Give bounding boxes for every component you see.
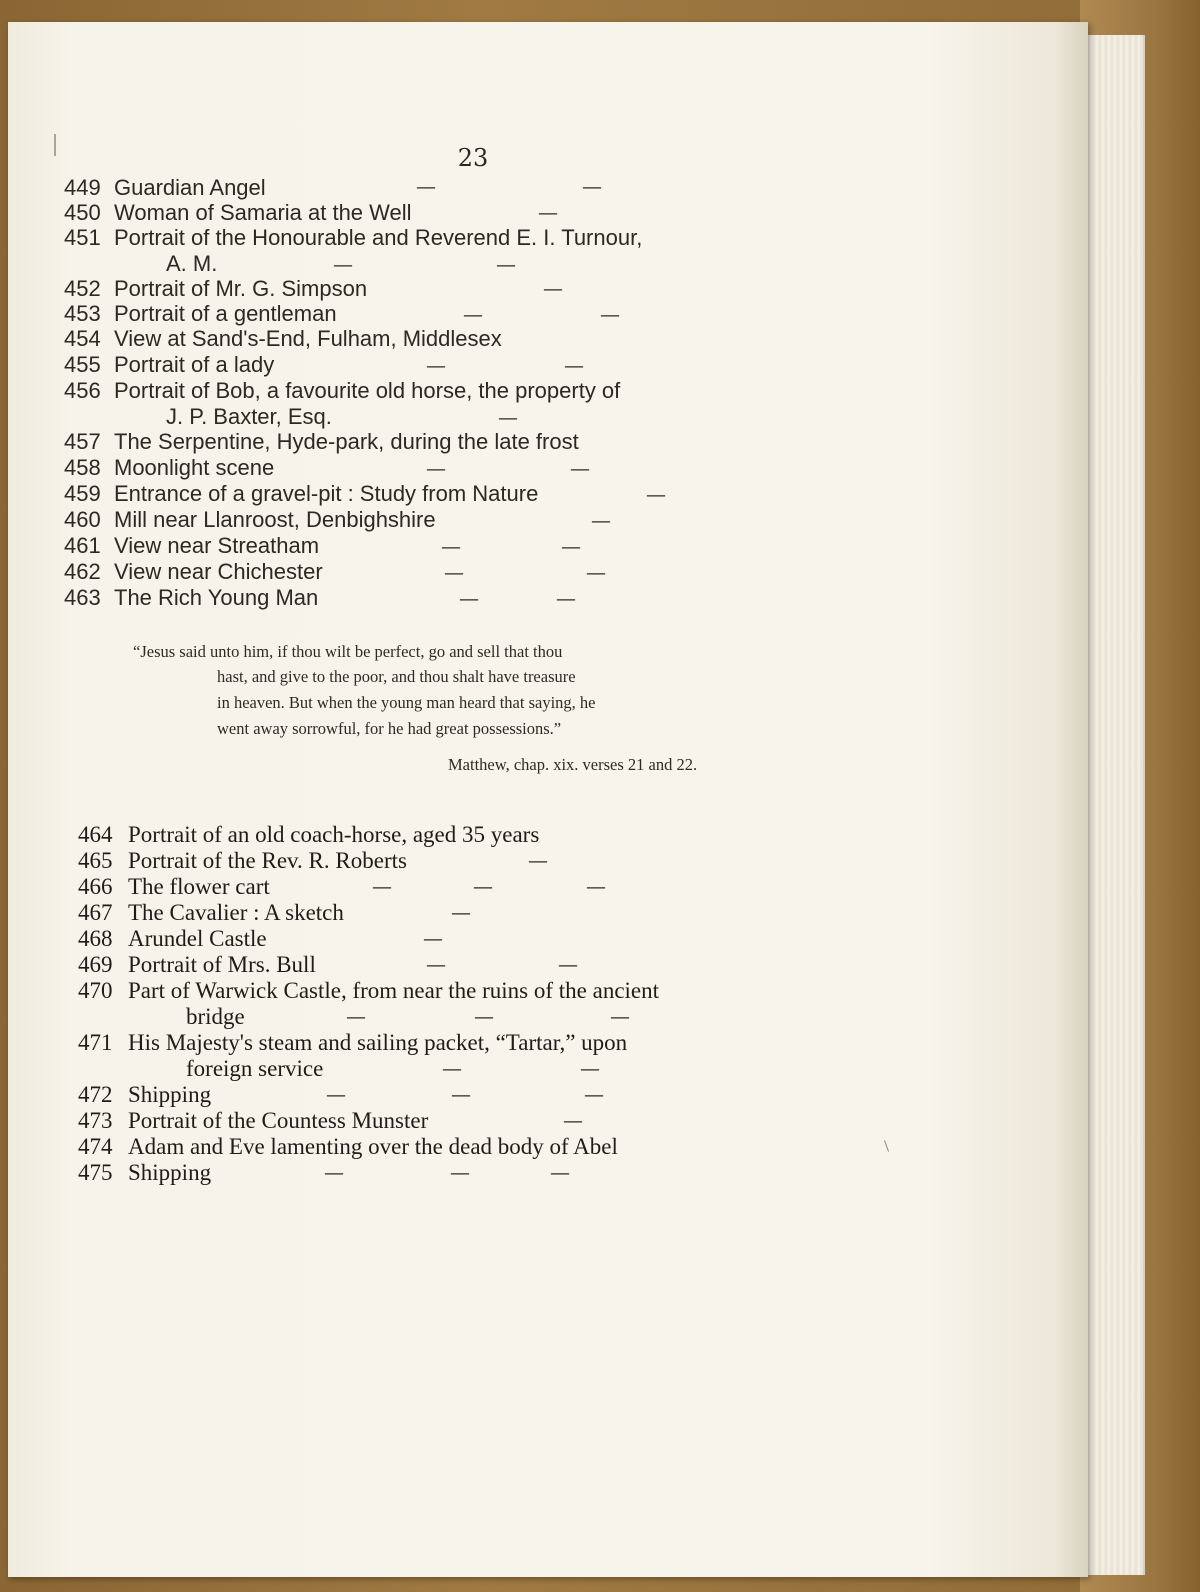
quote-line: went away sorrowful, for he had great possessions.” — [217, 719, 562, 738]
leader-dash: — — [426, 456, 446, 480]
leader-dash: — — [558, 952, 578, 976]
leader-dash: — — [346, 1004, 366, 1028]
entry-line: 461 View near Streatham — [64, 533, 320, 558]
entry-line: bridge — [186, 1004, 245, 1029]
entry-line: 458 Moonlight scene — [64, 455, 275, 480]
leader-dash: — — [538, 200, 558, 224]
leader-dash: — — [591, 508, 611, 532]
leader-dash: — — [324, 1160, 344, 1184]
book-page — [8, 22, 1088, 1577]
leader-dash: — — [372, 874, 392, 898]
entry-line: 473 Portrait of the Countess Munster — [78, 1108, 429, 1133]
entry-line: J. P. Baxter, Esq. — [166, 404, 332, 429]
leader-dash: — — [582, 174, 602, 198]
leader-dash: — — [451, 1082, 471, 1106]
entry-line: 474 Adam and Eve lamenting over the dead body of Abel — [78, 1134, 618, 1159]
leader-dash: — — [580, 1056, 600, 1080]
leader-dash: — — [610, 1004, 630, 1028]
margin-tick — [884, 1140, 889, 1152]
leader-dash: — — [326, 1082, 346, 1106]
entry-line: 455 Portrait of a lady — [64, 352, 275, 377]
leader-dash: — — [496, 252, 516, 276]
entry-line: 471 His Majesty's steam and sailing packet, “Tartar,” upon — [78, 1030, 628, 1055]
leader-dash: — — [561, 534, 581, 558]
entry-line: 469 Portrait of Mrs. Bull — [78, 952, 316, 977]
leader-dash: — — [416, 174, 436, 198]
entry-line: 470 Part of Warwick Castle, from near the ruins of the ancient — [78, 978, 660, 1003]
entry-line: 462 View near Chichester — [64, 559, 323, 584]
leader-dash: — — [459, 586, 479, 610]
entry-line: 466 The flower cart — [78, 874, 270, 899]
entry-line: 464 Portrait of an old coach-horse, aged 35 years — [78, 822, 540, 847]
leader-dash: — — [556, 586, 576, 610]
quote-reference: Matthew, chap. xix. verses 21 and 22. — [448, 755, 698, 774]
entry-line: 453 Portrait of a gentleman — [64, 301, 337, 326]
leader-dash: — — [423, 926, 443, 950]
entry-line: 468 Arundel Castle — [78, 926, 267, 951]
entry-line: foreign service — [186, 1056, 324, 1081]
leader-dash: — — [450, 1160, 470, 1184]
entry-line: 451 Portrait of the Honourable and Reverend E. I. Turnour, — [64, 225, 643, 250]
leader-dash: — — [498, 405, 518, 429]
leader-dash: — — [543, 276, 563, 300]
leader-dash: — — [463, 302, 483, 326]
leader-dash: — — [586, 560, 606, 584]
entry-line: 454 View at Sand's-End, Fulham, Middlesex — [64, 326, 502, 351]
leader-dash: — — [528, 848, 548, 872]
entry-line: 460 Mill near Llanroost, Denbighshire — [64, 507, 436, 532]
quote-line: hast, and give to the poor, and thou shalt have treasure — [217, 667, 576, 686]
leader-dash: — — [584, 1082, 604, 1106]
leader-dash: — — [442, 1056, 462, 1080]
leader-dash: — — [646, 482, 666, 506]
entry-line: 459 Entrance of a gravel-pit : Study from Nature — [64, 481, 539, 506]
quote-line: in heaven. But when the young man heard that saying, he — [217, 693, 596, 712]
leader-dash: — — [426, 353, 446, 377]
leader-dash: — — [563, 1108, 583, 1132]
leader-dash: — — [600, 302, 620, 326]
entry-line: 450 Woman of Samaria at the Well — [64, 200, 412, 225]
page-edges — [1085, 35, 1145, 1575]
entry-line: 449 Guardian Angel — [64, 175, 266, 200]
quote-line: “Jesus said unto him, if thou wilt be perfect, go and sell that thou — [133, 642, 563, 661]
entry-line: 467 The Cavalier : A sketch — [78, 900, 344, 925]
leader-dash: — — [586, 874, 606, 898]
leader-dash: — — [550, 1160, 570, 1184]
leader-dash: — — [564, 353, 584, 377]
leader-dash: — — [473, 874, 493, 898]
entry-line: 463 The Rich Young Man — [64, 585, 319, 610]
entry-line: 452 Portrait of Mr. G. Simpson — [64, 276, 368, 301]
leader-dash: — — [333, 252, 353, 276]
margin-mark — [54, 134, 56, 156]
entry-line: 465 Portrait of the Rev. R. Roberts — [78, 848, 407, 873]
leader-dash: — — [474, 1004, 494, 1028]
leader-dash: — — [444, 560, 464, 584]
leader-dash: — — [570, 456, 590, 480]
leader-dash: — — [441, 534, 461, 558]
entry-line: 456 Portrait of Bob, a favourite old horse, the property of — [64, 378, 621, 403]
entry-line: A. M. — [166, 251, 218, 276]
entry-line: 457 The Serpentine, Hyde-park, during the late frost — [64, 429, 579, 454]
leader-dash: — — [451, 900, 471, 924]
page-number: 23 — [457, 144, 489, 172]
entry-line: 475 Shipping — [78, 1160, 212, 1185]
entry-line: 472 Shipping — [78, 1082, 212, 1107]
leader-dash: — — [426, 952, 446, 976]
